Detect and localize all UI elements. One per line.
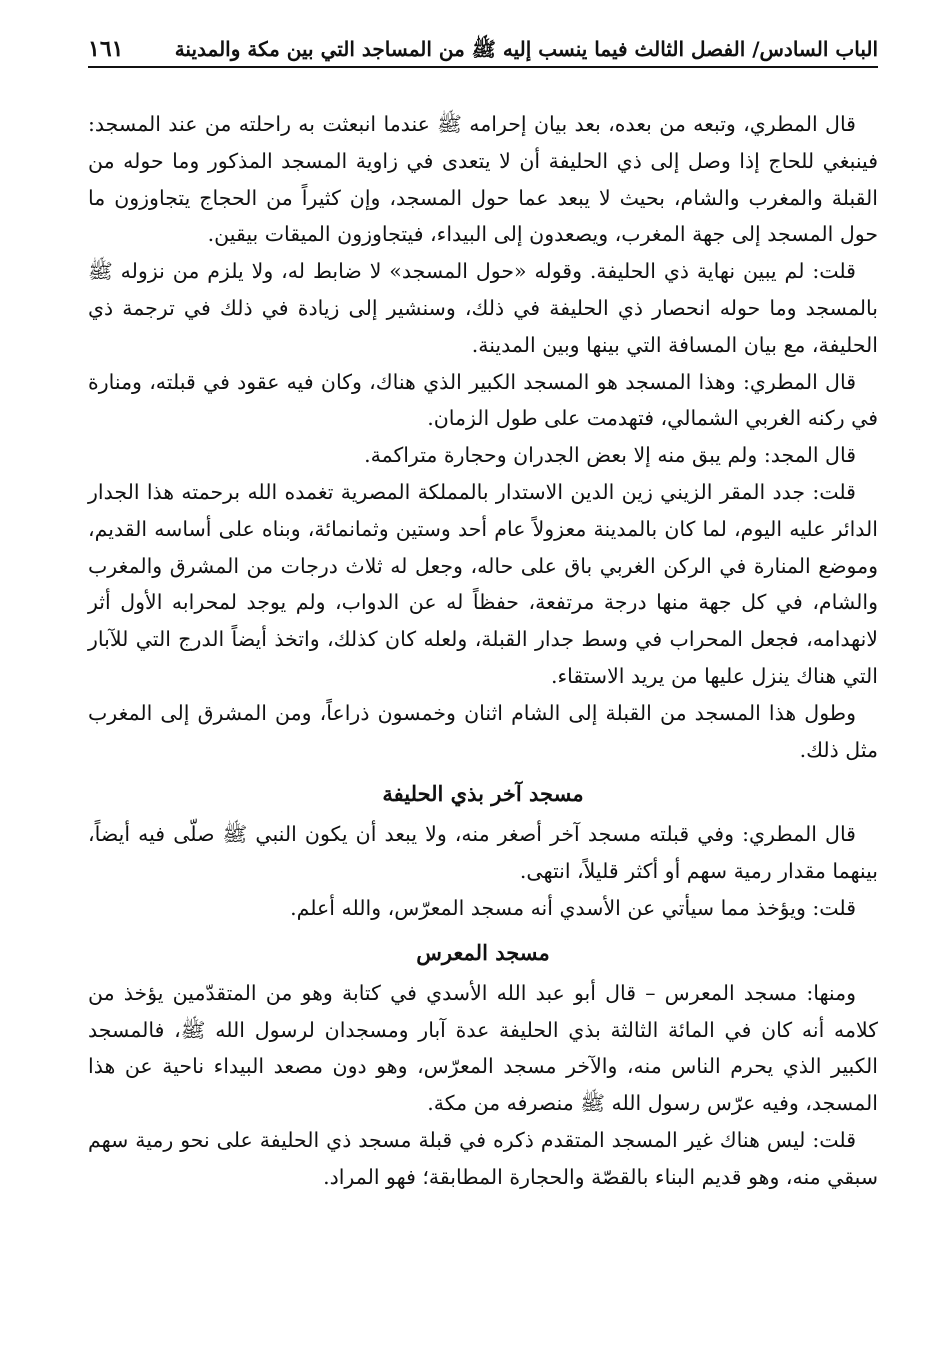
paragraph: قلت: جدد المقر الزيني زين الدين الاستدار بالمملكة المصرية تغمده الله برحمته هذا الجدار الدائر عليه اليوم، لما كان بالمدينة معزولاً عام أحد وستين وثمانمائة، وبناه على أساسه القديم، وموضع المنارة في الركن الغربي باق على حاله، وجعل له ثلاث درجات من المشرق والمغرب والشام، في كل جهة منها درجة مرتفعة، حفظاً له عن الدواب، ولم يوجد لمحرابه الأول أثر لانهدامه، فجعل المحراب في وسط جدار القبلة، ولعله كان كذلك، واتخذ أيضاً الدرج التي للآبار التي هناك ينزل عليها من يريد الاستقاء. [88, 479, 878, 688]
paragraph: قلت: ليس هناك غير المسجد المتقدم ذكره في قبلة مسجد ذي الحليفة على نحو رمية سهم سبقي منه، وهو قديم البناء بالقصّة والحجارة المطابقة؛ فهو المراد. [88, 1127, 878, 1189]
paragraph: قال المطري: وهذا المسجد هو المسجد الكبير الذي هناك، وكان فيه عقود في قبلته، ومنارة في ركنه الغربي الشمالي، فتهدمت على طول الزمان. [88, 369, 878, 431]
paragraph: وطول هذا المسجد من القبلة إلى الشام اثنان وخمسون ذراعاً، ومن المشرق إلى المغرب مثل ذلك. [88, 700, 878, 762]
running-header [88, 30, 878, 68]
running-header-title: الباب السادس/ الفصل الثالث فيما ينسب إليه ﷺ من المساجد التي بين مكة والمدينة [174, 37, 878, 61]
section-heading: مسجد المعرس [416, 939, 550, 965]
paragraph: قال المطري، وتبعه من بعده، بعد بيان إحرامه ﷺ عندما انبعثت به راحلته من عند المسجد: فينبغي للحاج إذا وصل إلى ذي الحليفة أن لا يتعدى في زاوية المسجد المذكور وما حوله من القبلة والمغرب والشام، بحيث لا يبعد عما حول المسجد، وإن كثيراً من الحجاج يتجاوزون ما حول المسجد إلى جهة المغرب، ويصعدون إلى البيداء، فيتجاوزون الميقات بيقين. [88, 112, 878, 247]
page-number: ١٦١ [88, 36, 124, 62]
paragraph: قلت: ويؤخذ مما سيأتي عن الأسدي أنه مسجد المعرّس، والله أعلم. [290, 895, 856, 920]
book-page [88, 30, 878, 1196]
page-body [88, 106, 878, 1196]
section-heading: مسجد آخر بذي الحليفة [382, 781, 584, 807]
paragraph: قلت: لم يبين نهاية ذي الحليفة. وقوله «حول المسجد» لا ضابط له، ولا يلزم من نزوله ﷺ بالمسجد وما حوله انحصار ذي الحليفة في ذلك، وسنشير إلى زيادة في ذلك في ترجمة ذي الحليفة، مع بيان المسافة التي بينها وبين المدينة. [88, 259, 878, 357]
paragraph: ومنها: مسجد المعرس – قال أبو عبد الله الأسدي في كتابة وهو من المتقدّمين يؤخذ من كلامه أنه كان في المائة الثالثة بذي الحليفة عدة آبار ومسجدان لرسول الله ﷺ، فالمسجد الكبير الذي يحرم الناس منه، والآخر مسجد المعرّس، وهو دون مصعد البيداء ناحية عن هذا المسجد، وفيه عرّس رسول الله ﷺ منصرفه من مكة. [88, 980, 878, 1116]
paragraph: قال المطري: وفي قبلته مسجد آخر أصغر منه، ولا يبعد أن يكون النبي ﷺ صلّى فيه أيضاً، بينهما مقدار رمية سهم أو أكثر قليلاً، انتهى. [88, 822, 878, 884]
paragraph: قال المجد: ولم يبق منه إلا بعض الجدران وحجارة متراكمة. [364, 443, 856, 468]
